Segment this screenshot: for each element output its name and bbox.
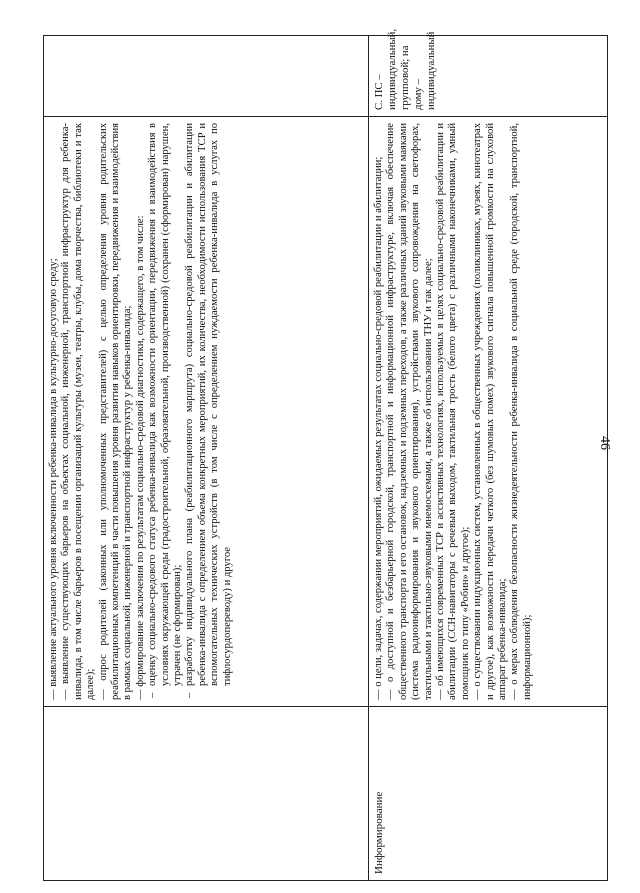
row2-label-cell bbox=[369, 707, 608, 881]
sub-list-text: разработку индивидуального плана (реабилитационного маршрута) социально-средовой реабилитации и абилитации ребенка-инвалида с определением объема конкретных мероприятий, их количества, необходимости использования ТСР и вспомогательных технических устройств (в том числе с определением нуждаемости ребенка-инвалида в услугах по тифлосурдопереводу) и другое bbox=[184, 123, 233, 686]
row-mode bbox=[44, 36, 52, 116]
list-item: — выявление актуального уровня включенности ребенка-инвалида в культурно-досуговую среду; bbox=[48, 258, 59, 700]
list-item: — об имеющихся современных ТСР и ассистивных технологиях, используемых в целях социально-средовой реабилитации и абилитации (ССН-навигаторы с речевым выходом, тактильная трость (белого цвета) с различными наконечниками, умный помощник по типу «Робин» и другое); bbox=[435, 123, 471, 700]
dash-marker: – bbox=[147, 692, 159, 698]
list-item: — опрос родителей (законных или уполномоченных представителей) с целью определения уровня родительских реабилитационных компетенций в части повышения уровня развития навыков ориентировки, передвижения и взаимодействия в рамках социальной, инженерной и транспортной инфраструктур у ребенка-инвалида; bbox=[97, 123, 134, 700]
list-item: — о цели, задачах, содержании мероприятий, ожидаемых результатах социально-средовой реабилитации и абилитации; bbox=[373, 156, 384, 700]
row1-label-cell bbox=[44, 707, 369, 881]
row-label bbox=[44, 707, 52, 880]
services-table bbox=[43, 28, 608, 881]
table-row bbox=[44, 36, 369, 881]
list-item: — формирование заключения по результатам социально-средовой диагностики, содержащего, в том числе: bbox=[134, 215, 146, 700]
dash-marker: – bbox=[184, 692, 196, 698]
list-item: — о существовании индукционных систем, установленных в общественных учреждениях (поликлиниках, музеях, кинотеатрах и другое), как возможности передачи четкого (без шумовых помех) звукового сигнала повышенной громкости на слуховой аппарат ребенка-инвалида; bbox=[472, 123, 509, 700]
row-mode: С. ПС – индивидуальный, групповой; на дому – индивидуальный bbox=[373, 28, 437, 110]
page-number: 46 bbox=[597, 436, 612, 450]
sub-list-item bbox=[147, 123, 184, 700]
row1-content-cell bbox=[44, 117, 369, 707]
list-item: — выявление существующих барьеров на объектах социальной, инженерной, транспортной инфраструктур для ребенка-инвалида, в том числе барьеров в посещении организаций культуры (музеи, театры, клубы, дома творчества, библиотеки и так далее); bbox=[60, 123, 97, 700]
row-label: Информирование bbox=[373, 791, 385, 874]
list-item: — о мерах соблюдения безопасности жизнедеятельности ребенка-инвалида в социальной среде (городской, транспортной, информационной); bbox=[509, 123, 533, 700]
list-item: — о доступной и безбарьерной городской, транспортной и информационной инфраструктуре, включая обеспечение общественного транспорта и его остановок, надземных и подземных переходов, а также различных зданий звуковыми маяками (система радиоинформирования и звукового ориентирования), устройствами звукового сопровождения на светофорах, тактильными и тактильно-звуковыми мнемосхемами, а также об использовании ТНУ и так далее; bbox=[385, 123, 434, 700]
row-content bbox=[369, 117, 538, 706]
row-content bbox=[44, 117, 238, 706]
sub-list-text: оценку социально-средового статуса ребенка-инвалида как возможности ориентации, передвижения и взаимодействия в условиях окружающей среды (градостроительной, образовательной, производственной) (сохранен (сформирован) нарушен, утрачен (не сформирован); bbox=[147, 123, 184, 686]
row2-mode-cell bbox=[369, 28, 608, 117]
row1-mode-cell bbox=[44, 36, 369, 117]
table-row bbox=[369, 36, 608, 881]
row2-content-cell bbox=[369, 117, 608, 707]
sub-list-item bbox=[184, 123, 234, 700]
